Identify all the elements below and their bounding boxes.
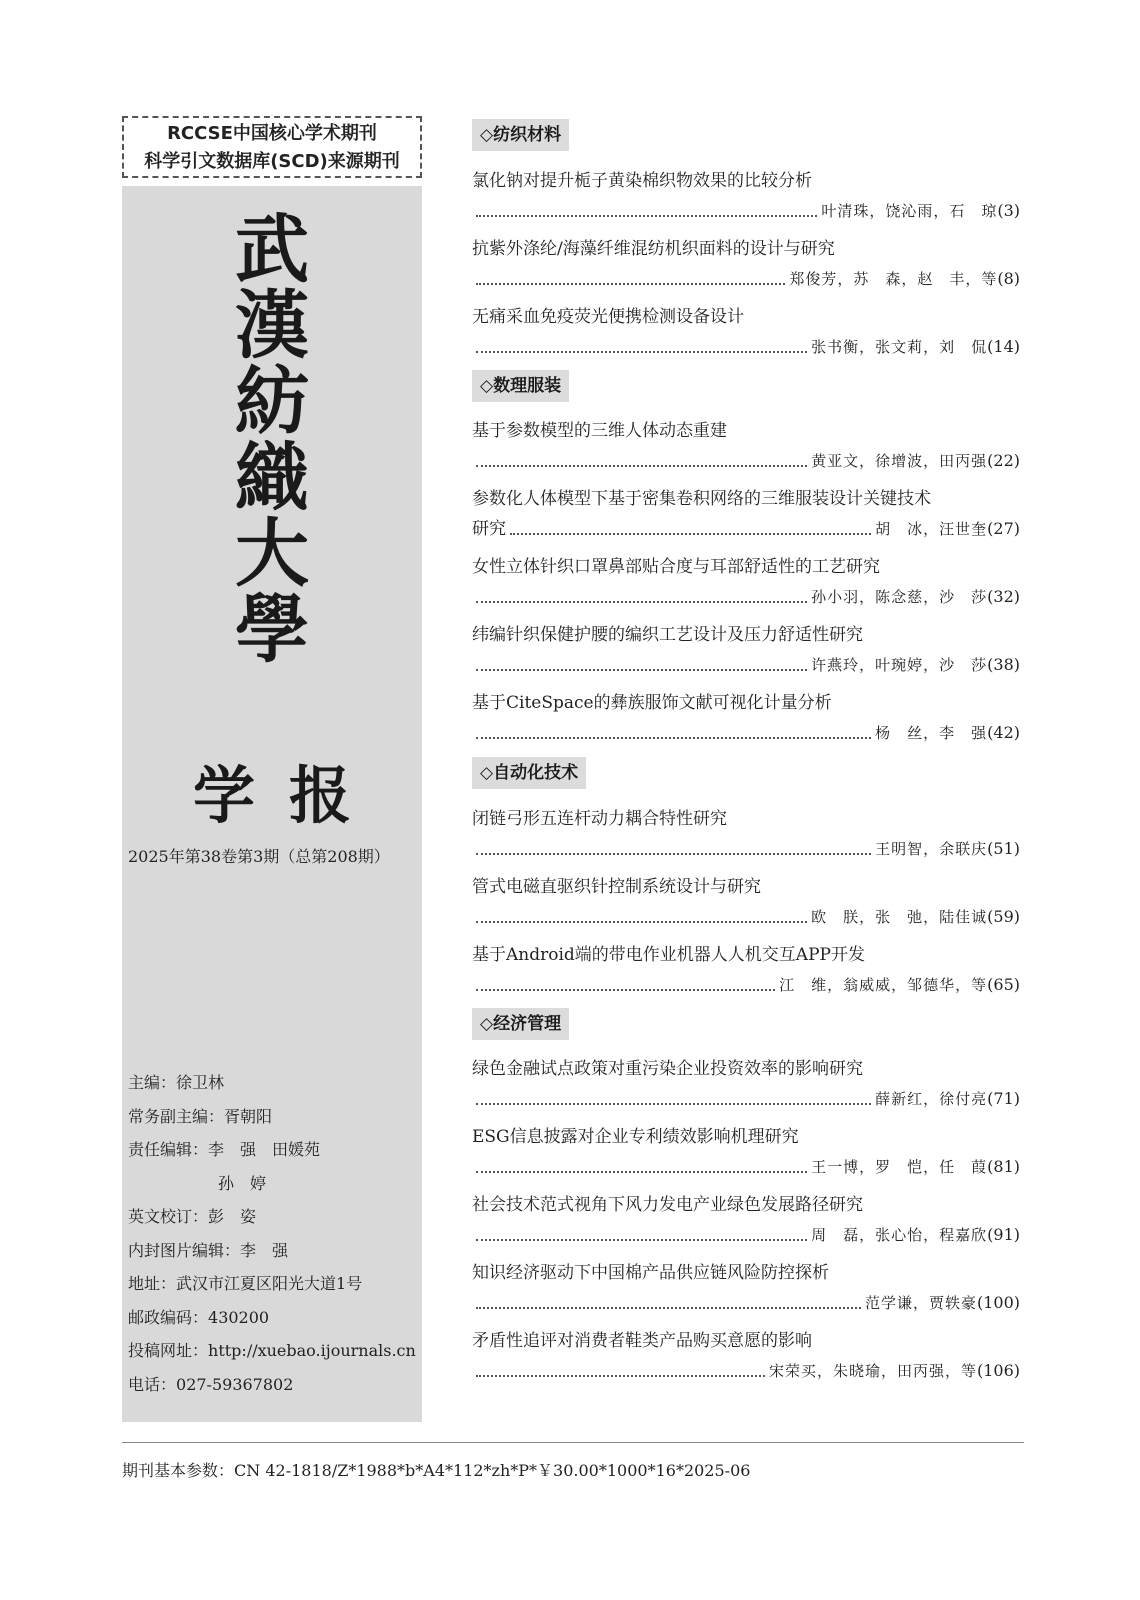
editorial-staff [128,1066,420,1401]
leader-line [472,1220,1020,1250]
staff-row: 主编：徐卫林 [128,1073,225,1092]
article-page: (8) [997,269,1020,288]
leader-line [472,834,1020,864]
article-title: 参数化人体模型下基于密集卷积网络的三维服装设计关键技术 [472,489,931,509]
article-page: (51) [987,839,1020,858]
article-authors: 叶清珠，饶沁雨，石 琼 [821,202,998,220]
article-title: 无痛采血免疫荧光便携检测设备设计 [472,307,744,327]
journal-subtitle: 学报 [192,759,385,832]
article-authors: 宋荣买，朱晓瑜，田丙强，等 [768,1362,977,1380]
article-page: (71) [987,1089,1020,1108]
title-char: 紡 [235,359,309,445]
article-page: (106) [976,1361,1020,1380]
staff-row: 英文校订：彭 姿 [128,1207,257,1226]
article-title: 绿色金融试点政策对重污染企业投资效率的影响研究 [472,1059,863,1079]
toc-entry[interactable] [472,620,1020,680]
leader-line [472,718,1020,748]
article-authors: 王一博，罗 恺，任 葭 [811,1158,988,1176]
article-title: ESG信息披露对企业专利绩效影响机理研究 [472,1127,799,1147]
staff-row: 邮政编码：430200 [128,1307,270,1327]
toc-entry[interactable] [472,484,1020,544]
core-journal-badge [122,116,422,178]
title-char: 漢 [235,283,309,369]
article-title: 氯化钠对提升栀子黄染棉织物效果的比较分析 [472,171,812,191]
toc-entry[interactable] [472,1258,1020,1318]
article-title: 管式电磁直驱织针控制系统设计与研究 [472,877,761,897]
article-authors: 周 磊，张心怡，程嘉欣 [811,1226,988,1244]
toc-entry[interactable] [472,1190,1020,1250]
article-page: (91) [987,1225,1020,1244]
leader-line [472,514,1020,544]
article-page: (65) [987,975,1020,994]
toc-entry[interactable] [472,416,1020,476]
title-char: 織 [235,435,309,521]
article-page: (27) [987,519,1020,538]
article-page: (22) [987,451,1020,470]
article-title-continued: 研究 [472,519,506,539]
staff-row: 地址：武汉市江夏区阳光大道1号 [128,1274,363,1293]
article-title: 纬编针织保健护腰的编织工艺设计及压力舒适性研究 [472,625,863,645]
leader-line [472,264,1020,294]
article-authors: 范学谦，贾轶豪 [864,1294,977,1312]
article-authors: 许燕玲，叶琬婷，沙 莎 [811,656,988,674]
article-authors: 黄亚文，徐增波，田丙强 [811,452,988,470]
footer-divider [122,1442,1024,1443]
article-title: 基于CiteSpace的彝族服饰文献可视化计量分析 [472,693,832,713]
article-page: (100) [976,1293,1020,1312]
leader-line [472,582,1020,612]
article-authors: 王明智，余联庆 [875,840,988,858]
leader-line [472,650,1020,680]
journal-parameters: 期刊基本参数：CN 42-1818/Z*1988*b*A4*112*zh*P*￥30.00*1000*16*2025-06 [122,1461,751,1480]
section-header: ◇自动化技术 [472,757,586,789]
article-title: 社会技术范式视角下风力发电产业绿色发展路径研究 [472,1195,863,1215]
leader-line [472,196,1020,226]
staff-row: 电话：027-59367802 [128,1374,294,1394]
leader-line [472,1288,1020,1318]
article-page: (42) [987,723,1020,742]
toc-entry[interactable] [472,1326,1020,1386]
journal-title [122,207,422,682]
toc-entry[interactable] [472,940,1020,1000]
article-authors: 孙小羽，陈念慈，沙 莎 [811,588,988,606]
toc-entry[interactable] [472,1054,1020,1114]
article-authors: 杨 丝，李 强 [875,724,988,742]
leader-line [472,970,1020,1000]
title-char: 學 [235,587,309,673]
leader-line [472,1084,1020,1114]
badge-line-2: 科学引文数据库(SCD)来源期刊 [144,151,400,172]
toc-entry[interactable] [472,302,1020,362]
title-char: 武 [235,207,309,293]
article-title: 女性立体针织口罩鼻部贴合度与耳部舒适性的工艺研究 [472,557,880,577]
masthead-panel [122,186,422,1422]
staff-row: 内封图片编辑：李 强 [128,1240,289,1260]
article-page: (14) [987,337,1020,356]
toc-entry[interactable] [472,804,1020,864]
article-authors: 郑俊芳，苏 森，赵 丰，等 [789,270,998,288]
article-title: 矛盾性追评对消费者鞋类产品购买意愿的影响 [472,1331,812,1351]
staff-row: 常务副主编：胥朝阳 [128,1106,273,1126]
badge-line-1: RCCSE中国核心学术期刊 [167,123,377,144]
leader-line [472,332,1020,362]
article-authors: 薛新红，徐付亮 [875,1090,988,1108]
section-header: ◇数理服装 [472,370,569,402]
article-authors: 江 维，翁威威，邹德华，等 [779,976,988,994]
article-title: 抗紫外涤纶/海藻纤维混纺机织面料的设计与研究 [472,239,835,259]
article-authors: 张书衡，张文莉，刘 侃 [811,338,988,356]
toc-entry[interactable] [472,1122,1020,1182]
toc-entry[interactable] [472,872,1020,932]
toc-entry[interactable] [472,234,1020,294]
staff-row: 责任编辑：李 强 田媛苑 [128,1140,321,1159]
article-page: (3) [997,201,1020,220]
staff-row: 投稿网址：http://xuebao.ijournals.cn [128,1341,416,1360]
issue-info: 2025年第38卷第3期（总第208期） [128,847,390,866]
leader-line [472,902,1020,932]
article-page: (32) [987,587,1020,606]
toc-entry[interactable] [472,688,1020,748]
leader-line [472,446,1020,476]
toc-entry[interactable] [472,552,1020,612]
article-title: 基于Android端的带电作业机器人人机交互APP开发 [472,945,865,965]
article-title: 知识经济驱动下中国棉产品供应链风险防控探析 [472,1263,829,1283]
article-authors: 胡 冰，汪世奎 [875,520,988,538]
article-page: (38) [987,655,1020,674]
leader-line [472,1152,1020,1182]
leader-line [472,1356,1020,1386]
article-page: (59) [987,907,1020,926]
toc-entry[interactable] [472,166,1020,226]
title-char: 大 [235,511,309,597]
article-title: 基于参数模型的三维人体动态重建 [472,421,727,441]
article-title: 闭链弓形五连杆动力耦合特性研究 [472,809,727,829]
section-header: ◇纺织材料 [472,119,569,151]
article-page: (81) [987,1157,1020,1176]
staff-row: 孙 婷 [218,1173,267,1193]
article-authors: 欧 朕，张 弛，陆佳诚 [811,908,988,926]
section-header: ◇经济管理 [472,1008,569,1040]
